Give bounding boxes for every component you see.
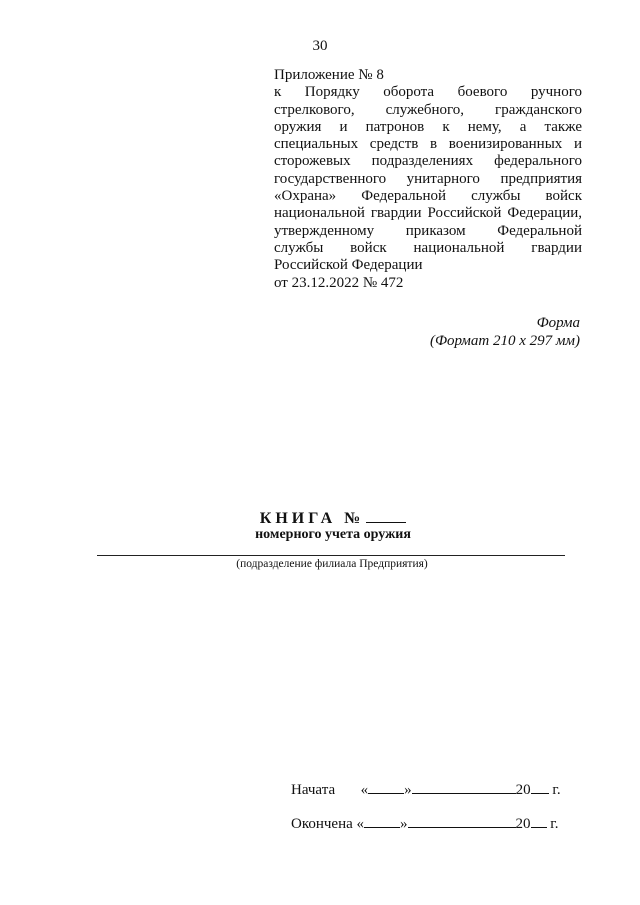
close-quote: »: [400, 816, 408, 832]
appendix-line: к Порядку оборота боевого ручного: [274, 84, 582, 101]
form-word: Форма: [536, 315, 580, 331]
close-quote: »: [404, 782, 412, 798]
year-blank[interactable]: [531, 813, 547, 828]
appendix-line: Российской Федерации: [274, 257, 423, 274]
day-blank[interactable]: [364, 813, 400, 828]
day-blank[interactable]: [368, 779, 404, 794]
date-ended-row: [291, 813, 559, 833]
year-blank[interactable]: [531, 779, 549, 794]
subdivision-line[interactable]: [97, 555, 565, 556]
book-number-blank[interactable]: [366, 507, 406, 523]
open-quote: «: [356, 816, 365, 832]
book-title-text: КНИГА №: [259, 510, 365, 527]
appendix-line: утвержденному приказом Федеральной: [274, 222, 582, 239]
appendix-line: службы войск национальной гвардии: [274, 239, 582, 256]
appendix-line: государственного унитарного предприятия: [274, 170, 582, 187]
appendix-line: национальной гвардии Российской Федерации,: [274, 205, 582, 222]
form-format: (Формат 210 х 297 мм): [429, 333, 580, 349]
appendix-title: Приложение № 8: [274, 67, 384, 83]
year-suffix: г.: [552, 782, 561, 798]
page-number: 30: [312, 38, 328, 54]
month-blank[interactable]: [412, 779, 516, 794]
form-label: [430, 314, 580, 350]
year-prefix: 20: [515, 816, 531, 832]
month-blank[interactable]: [408, 813, 516, 828]
year-suffix: г.: [550, 816, 559, 832]
appendix-line: специальных средств в военизированных и: [274, 136, 582, 153]
started-label: Начата: [291, 782, 336, 798]
open-quote: «: [360, 782, 369, 798]
appendix-line: «Охрана» Федеральной службы войск: [274, 188, 582, 205]
book-title: [0, 507, 640, 528]
appendix-line: стрелкового, служебного, гражданского: [274, 101, 582, 118]
appendix-line: оружия и патронов к нему, а также: [274, 118, 582, 135]
appendix-line: сторожевых подразделениях федерального: [274, 153, 582, 170]
year-prefix: 20: [515, 782, 531, 798]
date-started-row: [291, 779, 561, 799]
subdivision-caption: (подразделение филиала Предприятия): [236, 558, 428, 570]
appendix-block: [274, 67, 582, 292]
book-subtitle: номерного учета оружия: [255, 527, 411, 542]
appendix-order-date: от 23.12.2022 № 472: [274, 274, 404, 291]
ended-label: Окончена: [291, 816, 353, 832]
